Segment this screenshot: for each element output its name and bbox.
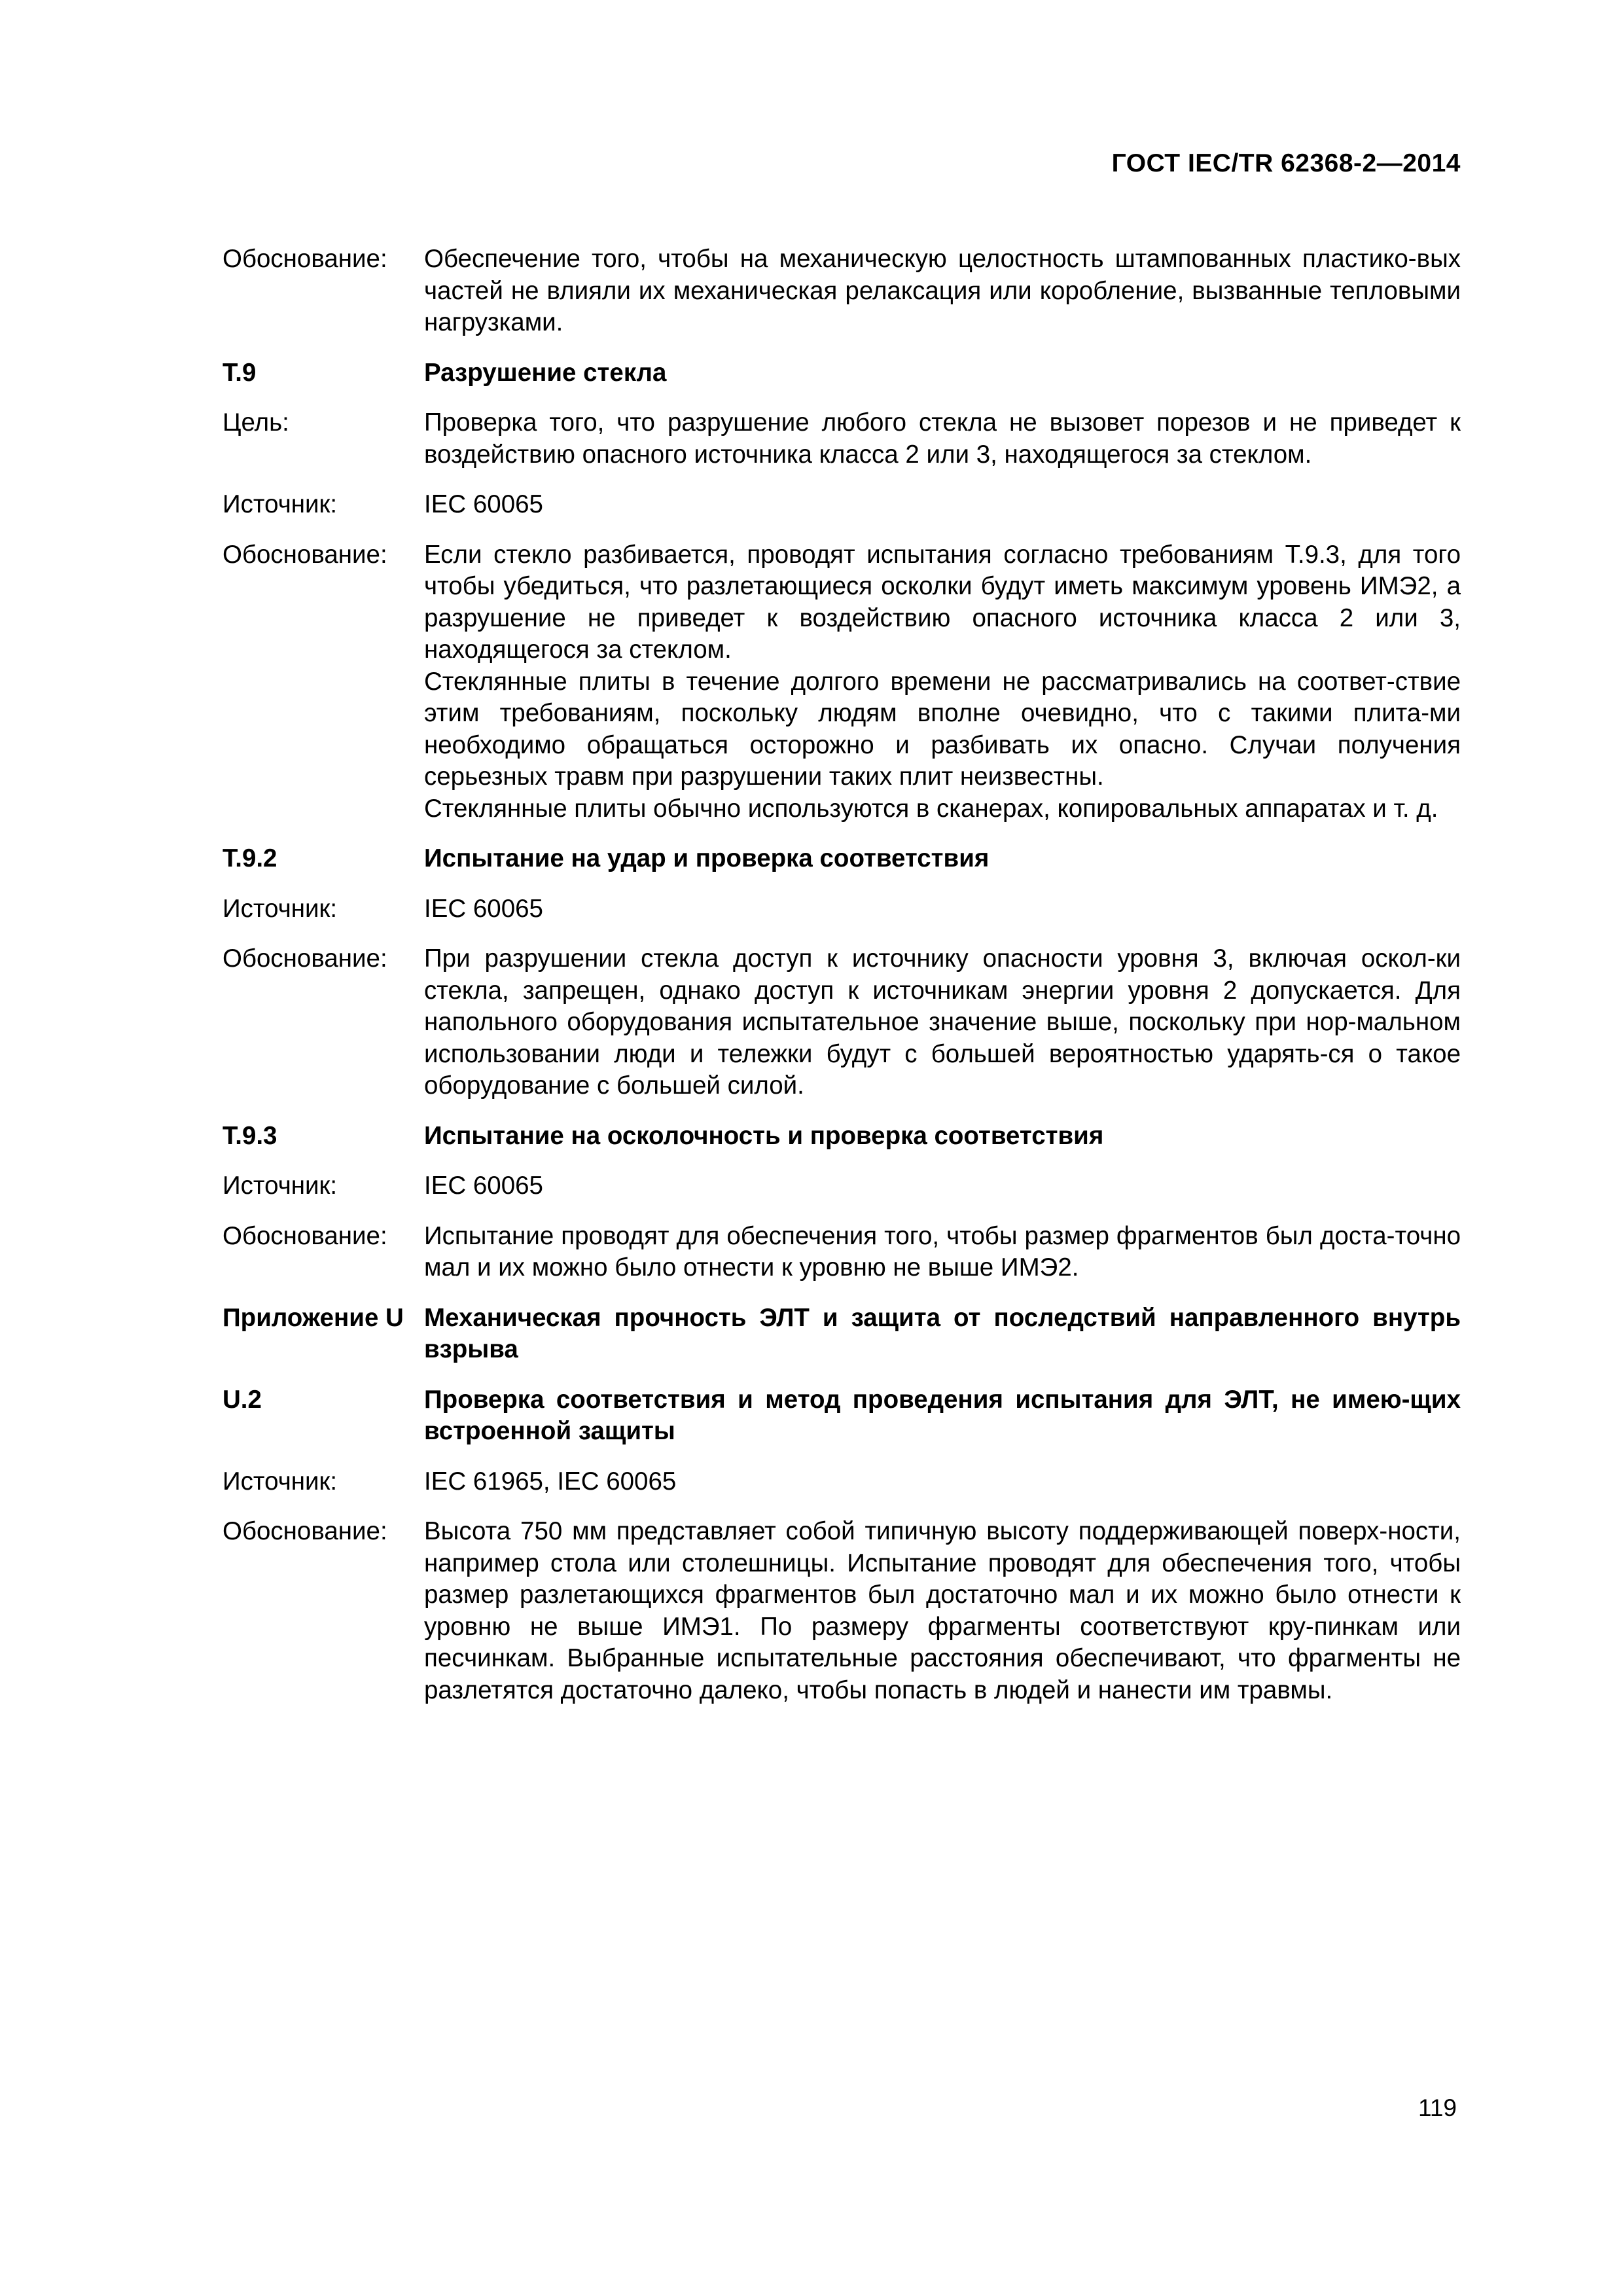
field-text [424, 243, 1461, 339]
field-text [424, 893, 1461, 925]
section-number: T.9 [223, 358, 257, 387]
field-label: Источник: [223, 1172, 338, 1200]
section-number: Приложение U [223, 1303, 404, 1332]
field-text [424, 539, 1461, 825]
paragraph: Механическая прочность ЭЛТ и защита от последствий направленного внутрь взрыва [424, 1303, 1461, 1363]
field-label: Источник: [223, 1467, 338, 1496]
section-number: U.2 [223, 1385, 262, 1414]
field-row [223, 489, 1461, 521]
field-label: Обоснование: [223, 944, 387, 973]
field-label: Обоснование: [223, 540, 387, 569]
row-gap [223, 1284, 1461, 1302]
paragraph: IEC 61965, IEC 60065 [424, 1467, 677, 1496]
paragraph: Разрушение стекла [424, 358, 667, 387]
field-text [424, 1221, 1461, 1284]
section-heading-row [223, 1302, 1461, 1366]
field-label: Источник: [223, 894, 338, 923]
field-text [424, 1170, 1461, 1202]
paragraph: Проверка соответствия и метод проведения испытания для ЭЛТ, не имею-щих встроенной защиты [424, 1385, 1461, 1445]
paragraph: Стеклянные плиты обычно используются в сканерах, копировальных аппаратах и т. д. [424, 794, 1438, 823]
row-gap [223, 521, 1461, 539]
paragraph: IEC 60065 [424, 894, 543, 923]
paragraph: Проверка того, что разрушение любого стекла не вызовет порезов и не приведет к воздействию опасного источника класса 2 или 3, находящегося за стеклом. [424, 408, 1461, 469]
document-body [223, 243, 1461, 1706]
page-number: 119 [1418, 2094, 1457, 2121]
field-text [424, 489, 1461, 521]
row-gap [223, 1448, 1461, 1466]
paragraph: Если стекло разбивается, проводят испытания согласно требованиям T.9.3, для того чтобы убедиться, что разлетающиеся осколки будут иметь максимум уровень ИМЭ2, а разрушение не приведет к воздействию опасного источника класса 2 или 3, находящегося за стеклом. [424, 540, 1461, 664]
field-text [424, 1466, 1461, 1498]
row-gap [223, 471, 1461, 489]
field-text [424, 943, 1461, 1102]
section-title [424, 1384, 1461, 1448]
paragraph: IEC 60065 [424, 490, 543, 518]
field-row [223, 1466, 1461, 1498]
field-row [223, 943, 1461, 1102]
row-gap [223, 389, 1461, 407]
section-heading-row [223, 843, 1461, 875]
field-row [223, 539, 1461, 825]
field-label: Источник: [223, 490, 338, 518]
section-heading-row [223, 1121, 1461, 1153]
document-header: ГОСТ IEC/TR 62368-2—2014 [1111, 149, 1461, 177]
section-title [424, 1302, 1461, 1366]
field-label: Обоснование: [223, 245, 387, 273]
row-gap [223, 1152, 1461, 1170]
row-gap [223, 339, 1461, 357]
row-gap [223, 1102, 1461, 1121]
row-gap [223, 1202, 1461, 1221]
field-row [223, 1170, 1461, 1202]
section-title [424, 843, 1461, 875]
paragraph: При разрушении стекла доступ к источнику опасности уровня 3, включая оскол-ки стекла, запрещен, однако доступ к источникам энергии уровня 2 допускается. Для напольного оборудования испытательное значение выше, поскольку при нор-мальном использовании люди и тележки будут с большей вероятностью ударять-ся о такое оборудование с большей силой. [424, 944, 1461, 1100]
field-label: Цель: [223, 408, 289, 437]
paragraph: IEC 60065 [424, 1172, 543, 1200]
paragraph: Испытание проводят для обеспечения того, чтобы размер фрагментов был доста-точно мал и их можно было отнести к уровню не выше ИМЭ2. [424, 1221, 1461, 1282]
row-gap [223, 925, 1461, 943]
field-row [223, 1516, 1461, 1706]
section-heading-row [223, 357, 1461, 389]
row-gap [223, 1366, 1461, 1384]
paragraph: Высота 750 мм представляет собой типичную высоту поддерживающей поверх-ности, например стола или столешницы. Испытание проводят для обеспечения того, чтобы размер разлетающихся фрагментов был достаточно мал и их можно было отнести к уровню не выше ИМЭ1. По размеру фрагменты соответствуют кру-пинкам или песчинкам. Выбранные испытательные расстояния обеспечивают, что фрагменты не разлетятся достаточно далеко, чтобы попасть в людей и нанести им травмы. [424, 1517, 1461, 1704]
section-number: T.9.3 [223, 1121, 277, 1150]
section-title [424, 1121, 1461, 1153]
paragraph: Испытание на удар и проверка соответствия [424, 844, 990, 872]
paragraph: Испытание на осколочность и проверка соответствия [424, 1121, 1104, 1150]
row-gap [223, 875, 1461, 893]
section-heading-row [223, 1384, 1461, 1448]
paragraph: Стеклянные плиты в течение долгого времени не рассматривались на соответ-ствие этим требованиям, поскольку людям вполне очевидно, что с такими плита-ми необходимо обращаться осторожно и разбивать их опасно. Случаи получения серьезных травм при разрушении таких плит неизвестны. [424, 667, 1461, 791]
section-title [424, 357, 1461, 389]
field-row [223, 243, 1461, 339]
field-row [223, 407, 1461, 471]
field-label: Обоснование: [223, 1517, 387, 1545]
field-text [424, 407, 1461, 471]
row-gap [223, 825, 1461, 843]
row-gap [223, 1498, 1461, 1516]
field-label: Обоснование: [223, 1221, 387, 1250]
field-text [424, 1516, 1461, 1706]
paragraph: Обеспечение того, чтобы на механическую целостность штампованных пластико-вых частей не влияли их механическая релаксация или коробление, вызванные тепловыми нагрузками. [424, 245, 1461, 336]
section-number: T.9.2 [223, 844, 277, 872]
field-row [223, 893, 1461, 925]
field-row [223, 1221, 1461, 1284]
